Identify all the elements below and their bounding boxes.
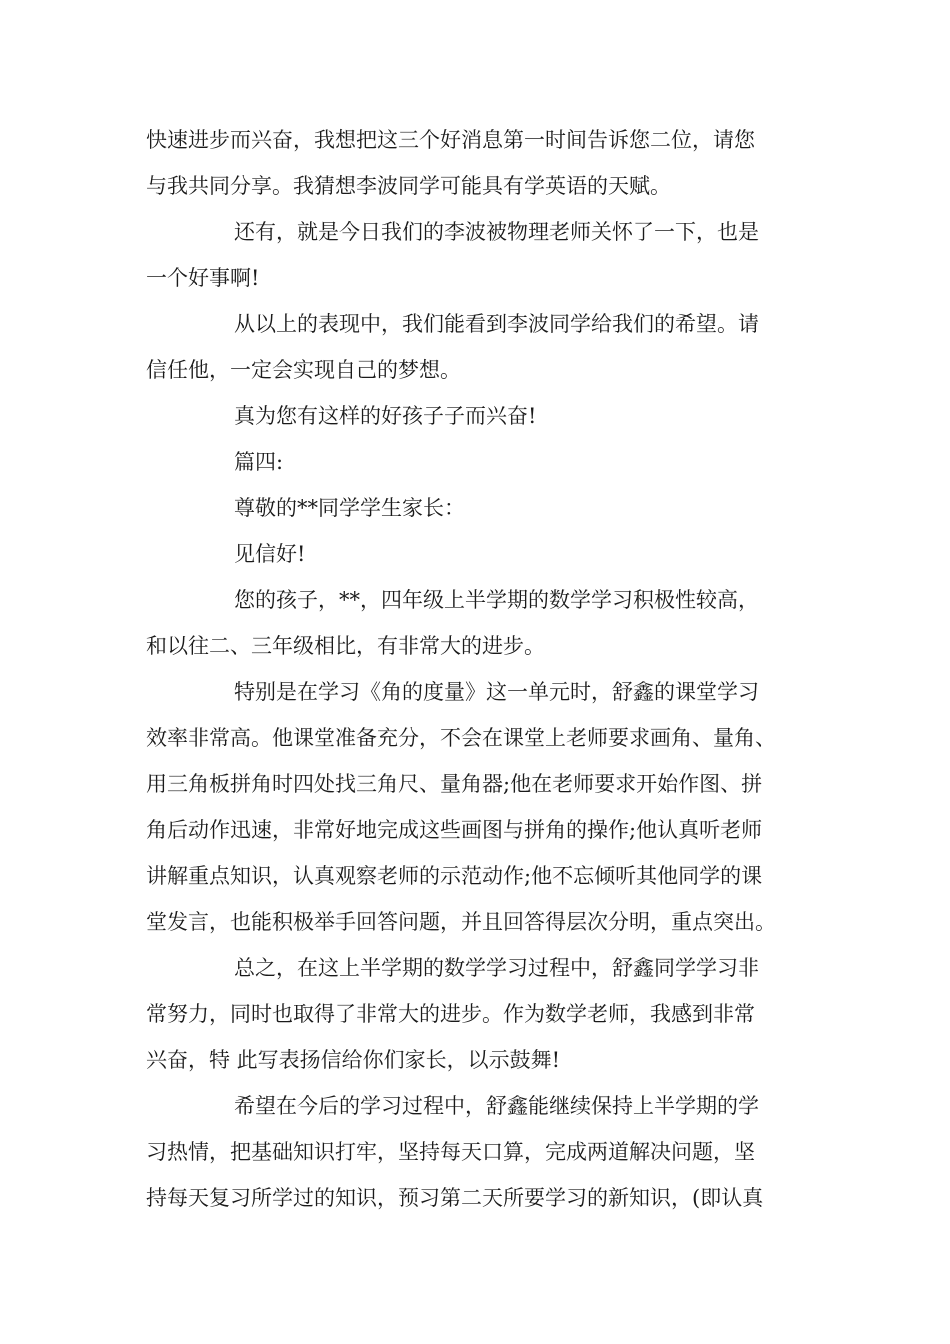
text-line: 快速进步而兴奋，我想把这三个好消息第一时间告诉您二位，请您 xyxy=(146,128,755,152)
text-line: 篇四: xyxy=(234,450,284,474)
text-line: 希望在今后的学习过程中，舒鑫能继续保持上半学期的学 xyxy=(234,1094,759,1118)
text-line: 持每天复习所学过的知识，预习第二天所要学习的新知识，(即认真 xyxy=(146,1186,764,1210)
text-line: 与我共同分享。我猜想李波同学可能具有学英语的天赋。 xyxy=(146,174,671,198)
text-line: 兴奋，特 此写表扬信给你们家长，以示鼓舞! xyxy=(146,1048,561,1072)
text-line: 一个好事啊! xyxy=(146,266,260,290)
text-line: 角后动作迅速，非常好地完成这些画图与拼角的操作;他认真听老师 xyxy=(146,818,763,842)
paragraph xyxy=(146,669,816,945)
text-line: 从以上的表现中，我们能看到李波同学给我们的希望。请 xyxy=(234,312,759,336)
paragraph xyxy=(146,209,816,301)
paragraph xyxy=(146,301,816,393)
paragraph xyxy=(146,945,816,1083)
text-line: 习热情，把基础知识打牢，坚持每天口算，完成两道解决问题，坚 xyxy=(146,1140,755,1164)
text-line: 堂发言，也能积极举手回答问题，并且回答得层次分明，重点突出。 xyxy=(146,910,776,934)
text-line: 真为您有这样的好孩子子而兴奋! xyxy=(234,404,537,428)
text-line: 常努力，同时也取得了非常大的进步。作为数学老师，我感到非常 xyxy=(146,1002,755,1026)
text-line: 尊敬的**同学学生家长： xyxy=(234,496,465,520)
text-line: 您的孩子，**，四年级上半学期的数学学习积极性较高， xyxy=(234,588,759,612)
text-line: 还有，就是今日我们的李波被物理老师关怀了一下，也是 xyxy=(234,220,759,244)
text-line: 用三角板拼角时四处找三角尺、量角器;他在老师要求开始作图、拼 xyxy=(146,772,763,796)
section-heading xyxy=(146,439,816,485)
text-line: 讲解重点知识，认真观察老师的示范动作;他不忘倾听其他同学的课 xyxy=(146,864,763,888)
letter-salutation xyxy=(146,485,816,531)
text-line: 见信好! xyxy=(234,542,306,566)
text-line: 总之，在这上半学期的数学学习过程中，舒鑫同学学习非 xyxy=(234,956,759,980)
text-line: 特别是在学习《角的度量》这一单元时，舒鑫的课堂学习 xyxy=(234,680,759,704)
paragraph xyxy=(146,393,816,439)
letter-greeting xyxy=(146,531,816,577)
paragraph xyxy=(146,1083,816,1221)
text-line: 和以往二、三年级相比，有非常大的进步。 xyxy=(146,634,545,658)
letter-body xyxy=(146,117,816,1221)
text-line: 效率非常高。他课堂准备充分，不会在课堂上老师要求画角、量角、 xyxy=(146,726,776,750)
paragraph xyxy=(146,577,816,669)
text-line: 信任他，一定会实现自己的梦想。 xyxy=(146,358,461,382)
paragraph xyxy=(146,117,816,209)
